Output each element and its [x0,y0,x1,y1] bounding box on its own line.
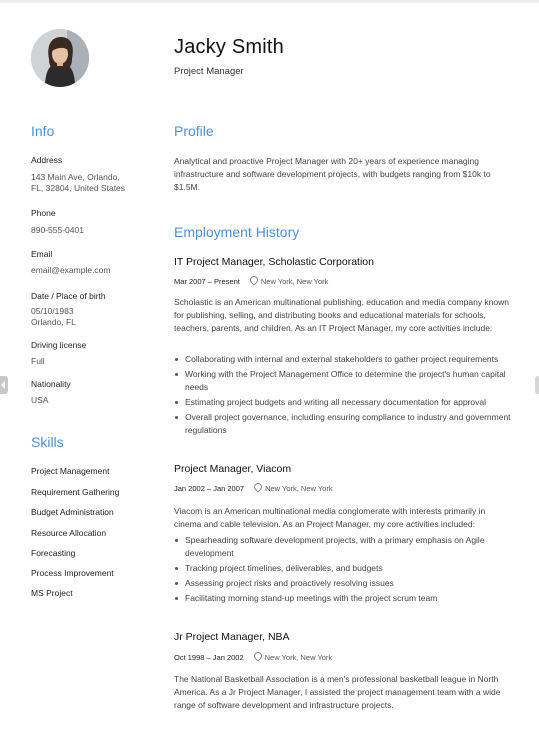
skill-item: MS Project [31,588,73,598]
previous-page-handle[interactable] [0,376,8,394]
list-item: Collaborating with internal and external stakeholders to gather project requirements [174,353,514,366]
skill-item: Requirement Gathering [31,487,120,497]
job-bullets [174,534,514,607]
top-divider [0,0,539,3]
nationality-label: Nationality [31,379,71,389]
skill-item: Project Management [31,466,110,476]
job-location-text: New York, New York [265,484,333,493]
phone-value: 890-555-0401 [31,225,84,235]
avatar [31,29,89,87]
job-description: Scholastic is an American multinational publishing, education and media company known for publishing, selling, and distributing books and educational materials for schools, teachers, parents, and children. As an IT Project Manager, my core activities include: [174,297,509,333]
nationality-value: USA [31,395,49,405]
skill-item: Forecasting [31,548,76,558]
job-title: Jr Project Manager, NBA [174,631,290,643]
job-description: Viacom is an American multinational media conglomerate with interests primarily in cinema and cable television. As an Project Manager, my core activities included: [174,506,486,529]
employment-heading: Employment History [174,224,300,240]
job-location-text: New York, New York [260,277,329,286]
person-name: Jacky Smith [174,36,285,58]
skill-item: Process Improvement [31,568,114,578]
list-item: Facilitating morning stand-up meetings with the project scrum team [174,592,514,605]
job-description: The National Basketball Association is a men's professional basketball league in North America. As a Jr Project Manager, I assisted the project management team with a wide range of software development and infrastructure projects. [174,674,501,710]
address-value: 143 Main Ave, Orlando, FL, 32804, United States [31,172,126,193]
list-item: Spearheading software development projects, with a primary emphasis on Agile development [174,534,514,560]
job-location-text: New York, New York [264,653,333,662]
job-bullets [174,353,514,439]
skill-item: Resource Allocation [31,528,107,538]
license-label: Driving license [31,340,87,350]
location-pin-icon [252,481,263,492]
list-item: Assessing project risks and proactively resolving issues [174,577,514,590]
info-heading: Info [31,123,55,139]
profile-text: Analytical and proactive Project Manager with 20+ years of experience managing infrastructure and software development projects, with budgets ranging from $10k to $1.5M. [174,156,491,192]
skill-item: Budget Administration [31,507,114,517]
person-title: Project Manager [174,66,244,77]
job-dates: Oct 1998 – Jan 2002 [174,653,244,662]
job-title: IT Project Manager, Scholastic Corporation [174,256,374,268]
job-dates: Jan 2002 – Jan 2007 [174,484,245,493]
list-item: Working with the Project Management Office to determine the project's human capital needs [174,368,514,394]
profile-heading: Profile [174,123,214,139]
email-label: Email [31,249,53,259]
birth-label: Date / Place of birth [31,291,106,301]
location-pin-icon [252,650,263,661]
address-label: Address [31,155,63,165]
phone-label: Phone [31,208,56,218]
job-meta [174,276,328,286]
list-item: Estimating project budgets and writing all necessary documentation for approval [174,396,514,409]
license-value: Full [31,356,45,366]
job-meta [174,483,333,493]
skills-heading: Skills [31,434,64,450]
job-title: Project Manager, Viacom [174,463,292,475]
email-value: email@example.com [31,265,111,275]
birth-value: 05/10/1983 Orlando, FL [31,306,76,327]
location-pin-icon [248,274,259,285]
job-dates: Mar 2007 – Present [174,277,240,286]
list-item: Overall project governance, including ensuring compliance to industry and government regulations [174,411,514,437]
list-item: Tracking project timelines, deliverables, and budgets [174,562,514,575]
next-page-handle[interactable] [535,376,539,394]
job-location [250,277,329,286]
job-location [254,653,333,662]
job-location [254,484,333,493]
job-meta [174,652,332,662]
